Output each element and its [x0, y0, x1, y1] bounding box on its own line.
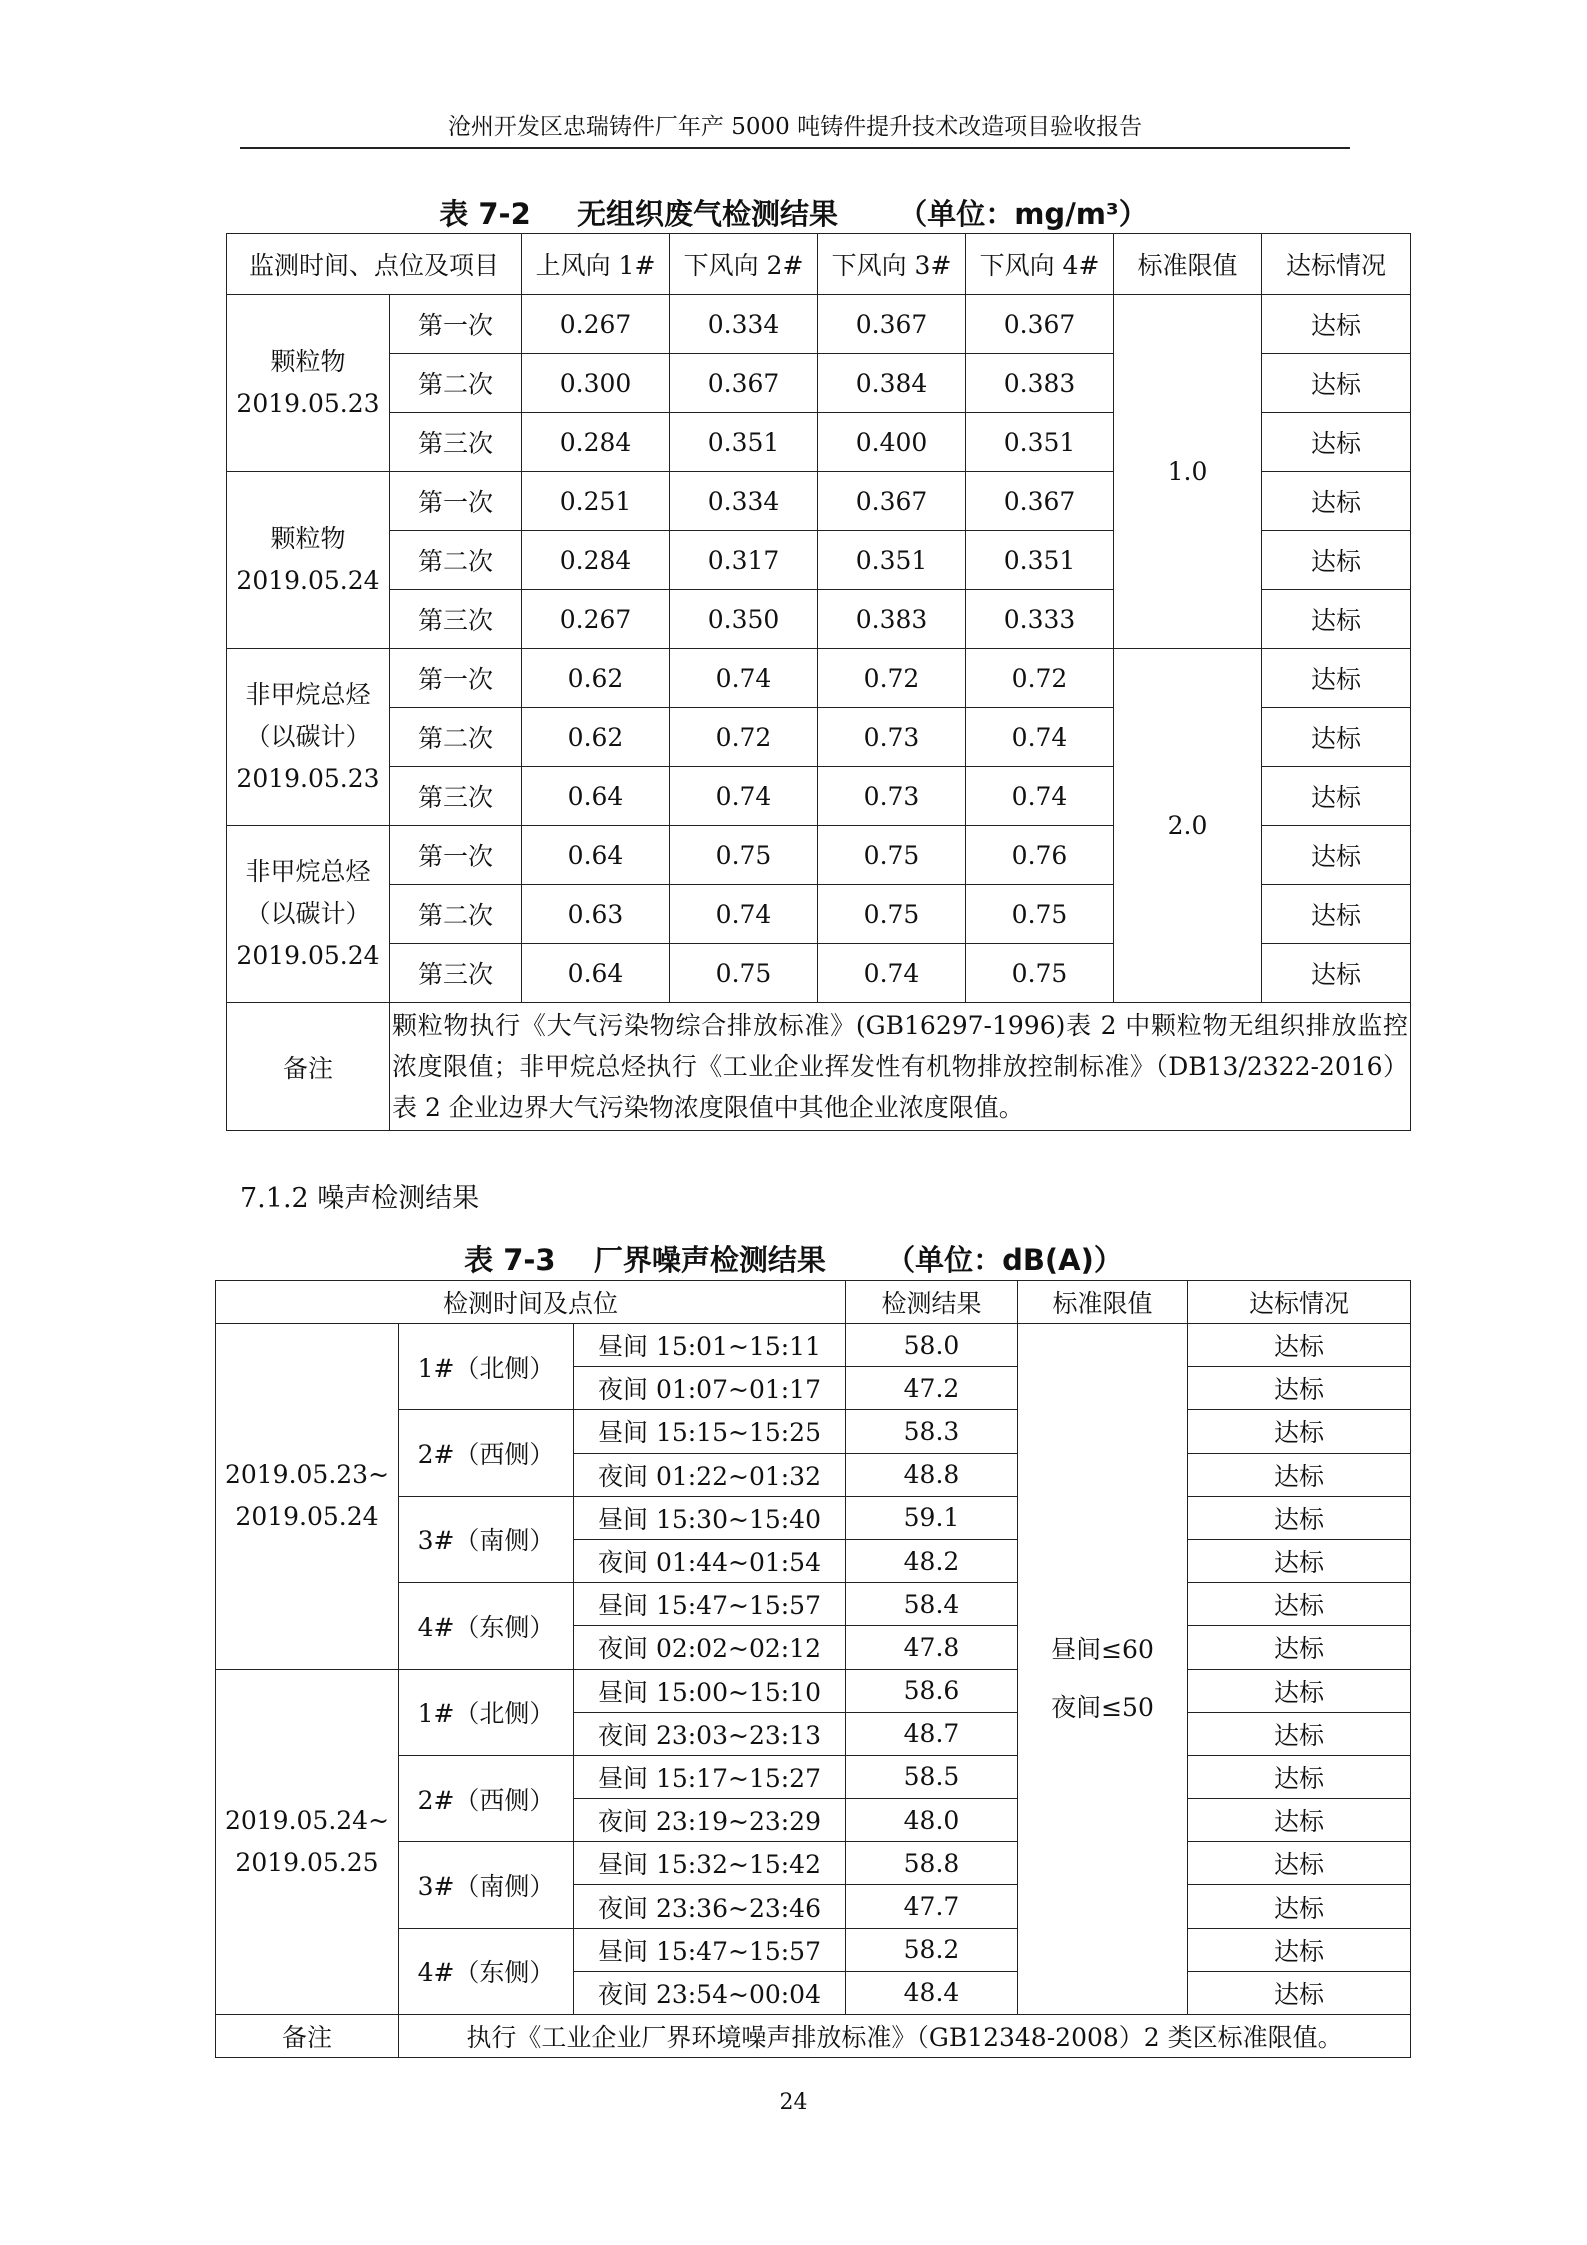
compliance-cell: 达标 — [1188, 1928, 1411, 1971]
note-label: 备注 — [216, 2015, 399, 2058]
compliance-cell: 达标 — [1262, 413, 1411, 472]
point-cell: 2#（西侧） — [399, 1755, 574, 1841]
item-basis: （以碳计） — [245, 899, 371, 928]
note-label: 备注 — [227, 1003, 390, 1131]
result-cell: 48.2 — [846, 1539, 1018, 1582]
value-cell: 0.351 — [818, 531, 966, 590]
item-date: 2019.05.24 — [236, 566, 380, 595]
value-cell: 0.74 — [818, 944, 966, 1003]
result-cell: 48.4 — [846, 1971, 1018, 2014]
value-cell: 0.367 — [818, 472, 966, 531]
value-cell: 0.351 — [670, 413, 818, 472]
result-cell: 58.3 — [846, 1410, 1018, 1453]
value-cell: 0.367 — [670, 354, 818, 413]
compliance-cell: 达标 — [1188, 1324, 1411, 1367]
caption-title: 厂界噪声检测结果 — [593, 1243, 826, 1277]
time-cell: 昼间 15:17~15:27 — [574, 1755, 846, 1798]
time-cell: 夜间 23:03~23:13 — [574, 1712, 846, 1755]
period-start: 2019.05.23~ — [224, 1460, 390, 1490]
value-cell: 0.64 — [522, 767, 670, 826]
compliance-cell: 达标 — [1188, 1539, 1411, 1582]
group-label-cell — [227, 295, 390, 472]
value-cell: 0.75 — [966, 885, 1114, 944]
result-cell: 48.0 — [846, 1799, 1018, 1842]
value-cell: 0.63 — [522, 885, 670, 944]
sample-number: 第二次 — [390, 885, 522, 944]
point-cell: 4#（东侧） — [399, 1928, 574, 2014]
header-cell: 标准限值 — [1114, 234, 1262, 295]
compliance-cell: 达标 — [1188, 1669, 1411, 1712]
standard-limit — [1018, 1324, 1188, 2015]
result-cell: 58.5 — [846, 1755, 1018, 1798]
table-row — [227, 295, 1411, 354]
compliance-cell: 达标 — [1188, 1367, 1411, 1410]
value-cell: 0.384 — [818, 354, 966, 413]
compliance-cell: 达标 — [1262, 354, 1411, 413]
value-cell: 0.351 — [966, 413, 1114, 472]
value-cell: 0.267 — [522, 295, 670, 354]
point-cell: 1#（北侧） — [399, 1669, 574, 1755]
result-cell: 59.1 — [846, 1496, 1018, 1539]
time-cell: 昼间 15:01~15:11 — [574, 1324, 846, 1367]
time-cell: 昼间 15:47~15:57 — [574, 1928, 846, 1971]
value-cell: 0.383 — [818, 590, 966, 649]
value-cell: 0.75 — [818, 885, 966, 944]
value-cell: 0.64 — [522, 944, 670, 1003]
table-row — [216, 1324, 1411, 1367]
sample-number: 第一次 — [390, 649, 522, 708]
page-number: 24 — [779, 2090, 808, 2115]
result-cell: 47.7 — [846, 1885, 1018, 1928]
result-cell: 58.6 — [846, 1669, 1018, 1712]
value-cell: 0.350 — [670, 590, 818, 649]
period-cell — [216, 1669, 399, 2015]
point-cell: 2#（西侧） — [399, 1410, 574, 1496]
note-text: 执行《工业企业厂界环境噪声排放标准》（GB12348-2008）2 类区标准限值。 — [399, 2015, 1411, 2058]
compliance-cell: 达标 — [1262, 472, 1411, 531]
point-cell: 3#（南侧） — [399, 1842, 574, 1928]
item-name: 颗粒物 — [270, 347, 346, 376]
note-text: 颗粒物执行《大气污染物综合排放标准》(GB16297-1996)表 2 中颗粒物无组织排放监控浓度限值；非甲烷总烃执行《工业企业挥发性有机物排放控制标准》（DB13/2322-2016）表 2 企业边界大气污染物浓度限值中其他企业浓度限值。 — [390, 1003, 1411, 1131]
compliance-cell: 达标 — [1262, 590, 1411, 649]
value-cell: 0.74 — [670, 767, 818, 826]
compliance-cell: 达标 — [1262, 944, 1411, 1003]
time-cell: 昼间 15:30~15:40 — [574, 1496, 846, 1539]
value-cell: 0.74 — [670, 885, 818, 944]
value-cell: 0.72 — [670, 708, 818, 767]
value-cell: 0.317 — [670, 531, 818, 590]
value-cell: 0.76 — [966, 826, 1114, 885]
compliance-cell: 达标 — [1262, 708, 1411, 767]
table-7-2 — [226, 233, 1411, 1131]
point-cell: 1#（北侧） — [399, 1324, 574, 1410]
table-row — [227, 649, 1411, 708]
compliance-cell: 达标 — [1262, 531, 1411, 590]
value-cell: 0.75 — [670, 944, 818, 1003]
period-cell — [216, 1324, 399, 1670]
value-cell: 0.74 — [966, 767, 1114, 826]
standard-day: 昼间≤60 — [1051, 1635, 1154, 1664]
value-cell: 0.284 — [522, 413, 670, 472]
value-cell: 0.334 — [670, 295, 818, 354]
caption-unit: （单位：mg/m³） — [898, 197, 1148, 231]
time-cell: 夜间 01:07~01:17 — [574, 1367, 846, 1410]
result-cell: 47.8 — [846, 1626, 1018, 1669]
period-end: 2019.05.25 — [235, 1847, 379, 1877]
time-cell: 夜间 23:19~23:29 — [574, 1799, 846, 1842]
value-cell: 0.75 — [670, 826, 818, 885]
period-end: 2019.05.24 — [235, 1502, 379, 1532]
value-cell: 0.351 — [966, 531, 1114, 590]
value-cell: 0.74 — [966, 708, 1114, 767]
group-label-cell — [227, 826, 390, 1003]
result-cell: 58.2 — [846, 1928, 1018, 1971]
compliance-cell: 达标 — [1188, 1583, 1411, 1626]
result-cell: 48.8 — [846, 1453, 1018, 1496]
value-cell: 0.400 — [818, 413, 966, 472]
compliance-cell: 达标 — [1188, 1971, 1411, 2014]
header-cell: 标准限值 — [1018, 1281, 1188, 1324]
value-cell: 0.62 — [522, 649, 670, 708]
compliance-cell: 达标 — [1188, 1410, 1411, 1453]
header-cell: 下风向 4# — [966, 234, 1114, 295]
table-7-3 — [215, 1280, 1411, 2058]
header-rule — [240, 147, 1350, 149]
standard-night: 夜间≤50 — [1051, 1693, 1154, 1722]
compliance-cell: 达标 — [1262, 767, 1411, 826]
point-cell: 3#（南侧） — [399, 1496, 574, 1582]
time-cell: 昼间 15:15~15:25 — [574, 1410, 846, 1453]
standard-limit: 2.0 — [1114, 649, 1262, 1003]
compliance-cell: 达标 — [1188, 1799, 1411, 1842]
time-cell: 夜间 23:54~00:04 — [574, 1971, 846, 2014]
value-cell: 0.267 — [522, 590, 670, 649]
caption-title: 无组织废气检测结果 — [576, 197, 838, 231]
item-basis: （以碳计） — [245, 722, 371, 751]
header-cell: 上风向 1# — [522, 234, 670, 295]
compliance-cell: 达标 — [1262, 885, 1411, 944]
item-date: 2019.05.23 — [236, 389, 380, 418]
sample-number: 第二次 — [390, 354, 522, 413]
compliance-cell: 达标 — [1188, 1885, 1411, 1928]
sample-number: 第二次 — [390, 708, 522, 767]
value-cell: 0.73 — [818, 708, 966, 767]
value-cell: 0.367 — [818, 295, 966, 354]
compliance-cell: 达标 — [1188, 1453, 1411, 1496]
time-cell: 昼间 15:00~15:10 — [574, 1669, 846, 1712]
value-cell: 0.251 — [522, 472, 670, 531]
value-cell: 0.367 — [966, 472, 1114, 531]
period-start: 2019.05.24~ — [224, 1805, 390, 1835]
point-cell: 4#（东侧） — [399, 1583, 574, 1669]
compliance-cell: 达标 — [1188, 1842, 1411, 1885]
caption-label: 表 7-3 — [464, 1243, 556, 1277]
header-cell: 检测时间及点位 — [216, 1281, 846, 1324]
compliance-cell: 达标 — [1188, 1755, 1411, 1798]
item-date: 2019.05.24 — [236, 941, 380, 970]
header-cell: 达标情况 — [1188, 1281, 1411, 1324]
sample-number: 第一次 — [390, 295, 522, 354]
item-date: 2019.05.23 — [236, 764, 380, 793]
value-cell: 0.75 — [818, 826, 966, 885]
compliance-cell: 达标 — [1262, 649, 1411, 708]
result-cell: 48.7 — [846, 1712, 1018, 1755]
header-cell: 达标情况 — [1262, 234, 1411, 295]
value-cell: 0.333 — [966, 590, 1114, 649]
sample-number: 第三次 — [390, 413, 522, 472]
table-7-2-caption — [0, 192, 1587, 233]
time-cell: 夜间 01:22~01:32 — [574, 1453, 846, 1496]
value-cell: 0.334 — [670, 472, 818, 531]
sample-number: 第二次 — [390, 531, 522, 590]
value-cell: 0.367 — [966, 295, 1114, 354]
header-row — [227, 234, 1411, 295]
compliance-cell: 达标 — [1188, 1496, 1411, 1539]
sample-number: 第一次 — [390, 826, 522, 885]
value-cell: 0.74 — [670, 649, 818, 708]
value-cell: 0.62 — [522, 708, 670, 767]
caption-unit: （单位：dB(A)） — [886, 1243, 1123, 1277]
compliance-cell: 达标 — [1262, 295, 1411, 354]
header-row — [216, 1281, 1411, 1324]
standard-limit: 1.0 — [1114, 295, 1262, 649]
group-label-cell — [227, 472, 390, 649]
compliance-cell: 达标 — [1188, 1626, 1411, 1669]
sample-number: 第一次 — [390, 472, 522, 531]
value-cell: 0.64 — [522, 826, 670, 885]
header-cell: 检测结果 — [846, 1281, 1018, 1324]
header-cell: 下风向 2# — [670, 234, 818, 295]
compliance-cell: 达标 — [1262, 826, 1411, 885]
result-cell: 58.8 — [846, 1842, 1018, 1885]
item-name: 颗粒物 — [270, 524, 346, 553]
result-cell: 58.4 — [846, 1583, 1018, 1626]
result-cell: 58.0 — [846, 1324, 1018, 1367]
table-7-3-caption — [0, 1238, 1587, 1279]
value-cell: 0.383 — [966, 354, 1114, 413]
value-cell: 0.72 — [966, 649, 1114, 708]
value-cell: 0.72 — [818, 649, 966, 708]
table-row — [216, 1669, 1411, 1712]
time-cell: 昼间 15:47~15:57 — [574, 1583, 846, 1626]
result-cell: 47.2 — [846, 1367, 1018, 1410]
header-cell: 监测时间、点位及项目 — [227, 234, 522, 295]
value-cell: 0.284 — [522, 531, 670, 590]
time-cell: 夜间 01:44~01:54 — [574, 1539, 846, 1582]
note-row — [227, 1003, 1411, 1131]
sample-number: 第三次 — [390, 944, 522, 1003]
value-cell: 0.73 — [818, 767, 966, 826]
caption-label: 表 7-2 — [439, 197, 531, 231]
item-name: 非甲烷总烃 — [245, 857, 371, 886]
time-cell: 夜间 23:36~23:46 — [574, 1885, 846, 1928]
group-label-cell — [227, 649, 390, 826]
note-row — [216, 2015, 1411, 2058]
value-cell: 0.300 — [522, 354, 670, 413]
header-cell: 下风向 3# — [818, 234, 966, 295]
section-heading: 7.1.2 噪声检测结果 — [240, 1183, 480, 1214]
time-cell: 夜间 02:02~02:12 — [574, 1626, 846, 1669]
sample-number: 第三次 — [390, 590, 522, 649]
value-cell: 0.75 — [966, 944, 1114, 1003]
compliance-cell: 达标 — [1188, 1712, 1411, 1755]
running-header: 沧州开发区忠瑞铸件厂年产 5000 吨铸件提升技术改造项目验收报告 — [447, 114, 1143, 140]
time-cell: 昼间 15:32~15:42 — [574, 1842, 846, 1885]
sample-number: 第三次 — [390, 767, 522, 826]
item-name: 非甲烷总烃 — [245, 680, 371, 709]
